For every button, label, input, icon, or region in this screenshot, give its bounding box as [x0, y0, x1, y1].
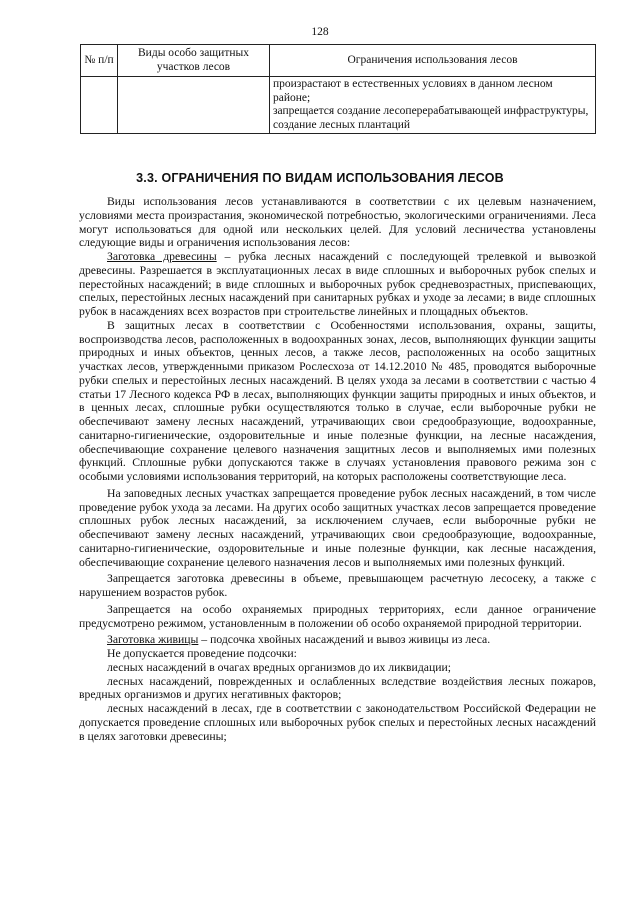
- paragraph-protective-forests: В защитных лесах в соответствии с Особенностями использования, охраны, защиты, воспроизводства лесов, расположенных в водоохранных зонах, лесов, выполняющих функции защиты природных и иных объектов, ценных лесов, а также лесов, расположенных на особо защитных участках лесов, утвержденными приказом Рослесхоза от 14.12.2010 № 485, проводятся выборочные рубки спелых и перестойных лесных насаждений. В целях ухода за лесами в соответствии с частью 4 статьи 17 Лесного кодекса РФ в лесах, выполняющих функции защиты природных и иных объектов, и в ценных лесах, сплошные рубки осуществляются только в случае, если выборочные рубки не обеспечивают замену лесных насаждений, утрачивающих свои средообразующие, водоохранные, санитарно-гигиенические, оздоровительные и иные полезные функции, на лесные насаждения, обеспечивающие сохранение целевого назначения защитных лесов и выполняемых ими полезных функций. Сплошные рубки допускаются также в случаях установления правового режима зон с особыми условиями использования территорий, на которых расположены соответствующие леса.: [79, 318, 596, 483]
- paragraph-reserved-plots: На заповедных лесных участках запрещается проведение рубок лесных насаждений, в том числе проведение рубок ухода за лесами. На других особо защитных участках лесов запрещается проведение сплошных рубок лесных насаждений, за исключением случаев, если выборочные рубки не обеспечивают замену лесных насаждений, утрачивающих свои средообразующие, водоохранные, санитарно-гигиенические, оздоровительные и иные полезные функции, как лесные насаждения, обеспечивающие сохранение целевого назначения лесов и выполняемых ими полезных функций.: [79, 486, 596, 569]
- paragraph-not-allowed: Не допускается проведение подсочки:: [107, 647, 297, 660]
- list-item: лесных насаждений, поврежденных и ослабленных вследствие воздействия лесных пожаров, вредных организмов и других негативных факторов;: [79, 674, 596, 702]
- paragraph-intro: Виды использования лесов устанавливаются в соответствии с их целевым назначением, условиями места произрастания, экономической потребностью, экологическими ограничениями. Леса могут использоваться для одной или нескольких целей. Для условий лесничества установлены следующие виды и ограничения использования лесов:: [79, 195, 596, 250]
- term-resin: Заготовка живицы: [107, 633, 199, 647]
- table-cell-type: [118, 77, 270, 134]
- paragraph-logging: [79, 250, 596, 319]
- paragraph-resin: [79, 633, 596, 647]
- table-cell-restrictions: [270, 77, 596, 134]
- table-row: [81, 77, 596, 134]
- section-body: [79, 195, 596, 743]
- list-item: лесных насаждений в лесах, где в соответствии с законодательством Российской Федерации не допускается проведение сплошных или выборочных рубок спелых и перестойных лесных насаждений в целях заготовки древесины;: [79, 702, 596, 743]
- page-number: 128: [311, 26, 329, 38]
- logging-text: – рубка лесных насаждений с последующей трелевкой и вывозкой древесины. Разрешается в эксплуатационных лесах в виде сплошных и выборочных рубок спелых и перестойных насаждений; в виде сплошных и выборочных рубок средневозрастных, приспевающих, спелых, перестойных лесных насаждений при санитарных рубках и уходе за лесами; в виде сплошных рубок в насаждениях всех возрастов при строительстве линейных и площадных объектов.: [79, 250, 596, 318]
- restriction-line: произрастают в естественных условиях в данном лесном районе;: [273, 78, 553, 104]
- resin-text: – подсочка хвойных насаждений и вывоз живицы из леса.: [198, 633, 491, 647]
- restrictions-table: [80, 44, 596, 134]
- term-logging: Заготовка древесины: [107, 250, 217, 263]
- table-header-row: [81, 45, 596, 77]
- paragraph-protected-areas: Запрещается на особо охраняемых природных территориях, если данное ограничение предусмотрено режимом, установленным в положении об особо охраняемой природной территории.: [79, 602, 596, 630]
- column-header-number: № п/п: [81, 45, 118, 77]
- table-cell-number: [81, 77, 118, 134]
- column-header-restrictions: Ограничения использования лесов: [270, 45, 596, 77]
- section-heading: 3.3. ОГРАНИЧЕНИЯ ПО ВИДАМ ИСПОЛЬЗОВАНИЯ ЛЕСОВ: [136, 171, 504, 185]
- restriction-line: запрещается создание лесоперерабатывающей инфраструктуры, создание лесных плантаций: [273, 105, 589, 131]
- column-header-type: Виды особо защитных участков лесов: [118, 45, 270, 77]
- list-item: лесных насаждений в очагах вредных организмов до их ликвидации;: [107, 660, 451, 674]
- paragraph-overcut: Запрещается заготовка древесины в объеме, превышающем расчетную лесосеку, а также с нарушением возрастов рубок.: [79, 572, 596, 599]
